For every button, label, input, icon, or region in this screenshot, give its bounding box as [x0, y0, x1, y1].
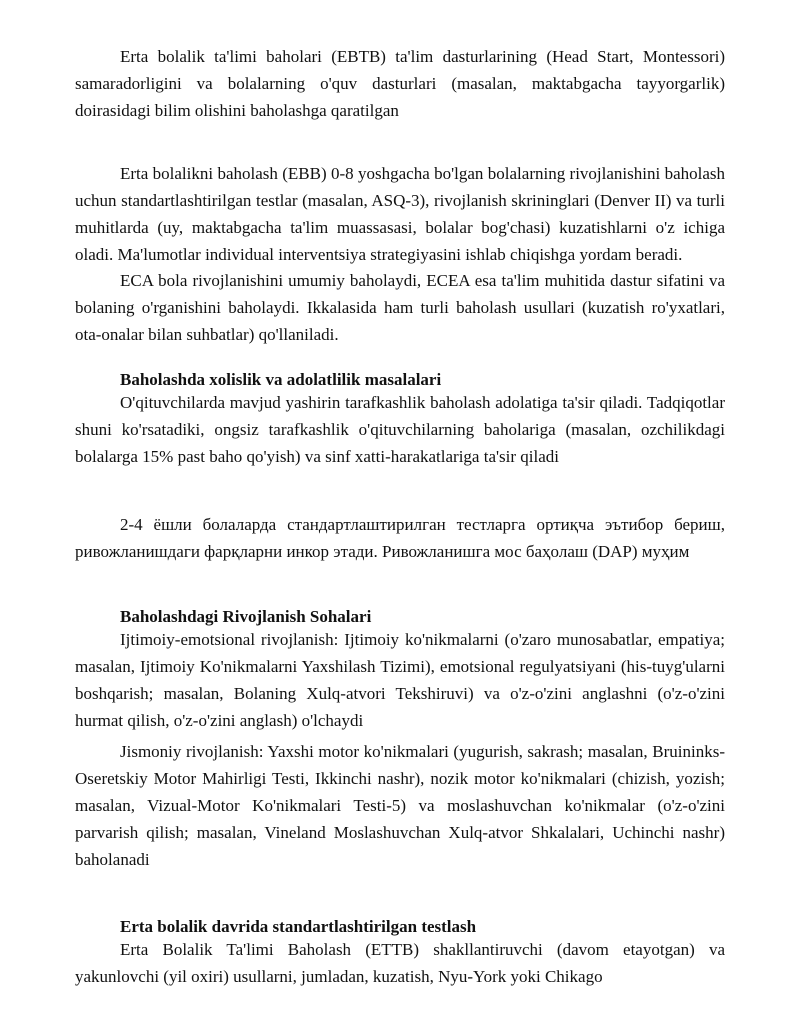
paragraph-eca-ecea: ECA bola rivojlanishini umumiy baholaydi, ECEA esa ta'lim muhitida dastur sifatini va bolaning o'rganishini baholaydi. Ikkalasida ham turli baholash usullari (kuzatish ro'yxatlari, ota-onalar bilan suhbatlar) qo'llaniladi. [75, 271, 725, 344]
heading-standardized-testing: Erta bolalik davrida standartlashtirilgan testlash [120, 917, 477, 936]
paragraph-implicit-bias: O'qituvchilarda mavjud yashirin tarafkashlik baholash adolatiga ta'sir qiladi. Tadqiqotlar shuni ko'rsatadiki, ongsiz tarafkashlik o'qituvchilarning baholariga (masalan, ozchilikdagi bolalarga 15% past baho qo'yish) va sinf xatti-harakatlariga ta'sir qiladi [75, 393, 725, 466]
paragraph-physical: Jismoniy rivojlanish: Yaxshi motor ko'nikmalari (yugurish, sakrash; masalan, Bruininks-Oseretskiy Motor Mahirligi Testi, Ikkinchi nashr), nozik motor ko'nikmalari (chizish, yozish; masalan, Vizual-Motor Ko'nikmalari Testi-5) va moslashuvchan ko'nikmalar (o'z-o'zini parvarish qilish; masalan, Vineland Moslashuvchan Xulq-atvor Shkalalari, Uchinchi nashr) baholanadi [75, 742, 725, 869]
heading-development-domains: Baholashdagi Rivojlanish Sohalari [120, 607, 372, 626]
heading-bias-fairness: Baholashda xolislik va adolatlilik masalalari [120, 370, 442, 389]
paragraph-ebtb: Erta bolalik ta'limi baholari (EBTB) ta'lim dasturlarining (Head Start, Montessori) samaradorligini va bolalarning o'quv dasturlari (masalan, maktabgacha tayyorgarlik) doirasidagi bilim olishini baholashga qaratilgan [75, 47, 725, 120]
paragraph-social-emotional: Ijtimoiy-emotsional rivojlanish: Ijtimoiy ko'nikmalarni (o'zaro munosabatlar, empatiya; masalan, Ijtimoiy Ko'nikmalarni Yaxshilash Tizimi), emotsional regulyatsiyani (his-tuyg'ularni boshqarish; masalan, Bolaning Xulq-atvori Tekshiruvi) va o'z-o'zini anglashni (o'z-o'zini hurmat qilish, o'z-o'zini anglash) o'lchaydi [75, 630, 725, 730]
paragraph-dap: 2-4 ёшли болаларда стандартлаштирилган тестларга ортиқча эътибор бериш, ривожланишдаги фарқларни инкор этади. Ривожланишга мос баҳолаш (DAP) муҳим [75, 515, 725, 561]
paragraph-ebb: Erta bolalikni baholash (EBB) 0-8 yoshgacha bo'lgan bolalarning rivojlanishini baholash uchun standartlashtirilgan testlar (masalan, ASQ-3), rivojlanish skrininglari (Denver II) va turli muhitlarda (uy, maktabgacha ta'lim muassasasi, bolalar bog'chasi) kuzatishlarni o'z ichiga oladi. Ma'lumotlar individual interventsiya strategiyasini ishlab chiqishga yordam beradi. [75, 164, 725, 264]
paragraph-ettb: Erta Bolalik Ta'limi Baholash (ETTB) shakllantiruvchi (davom etayotgan) va yakunlovchi (yil oxiri) usullarni, jumladan, kuzatish, Nyu-York yoki Chikago [75, 940, 725, 986]
